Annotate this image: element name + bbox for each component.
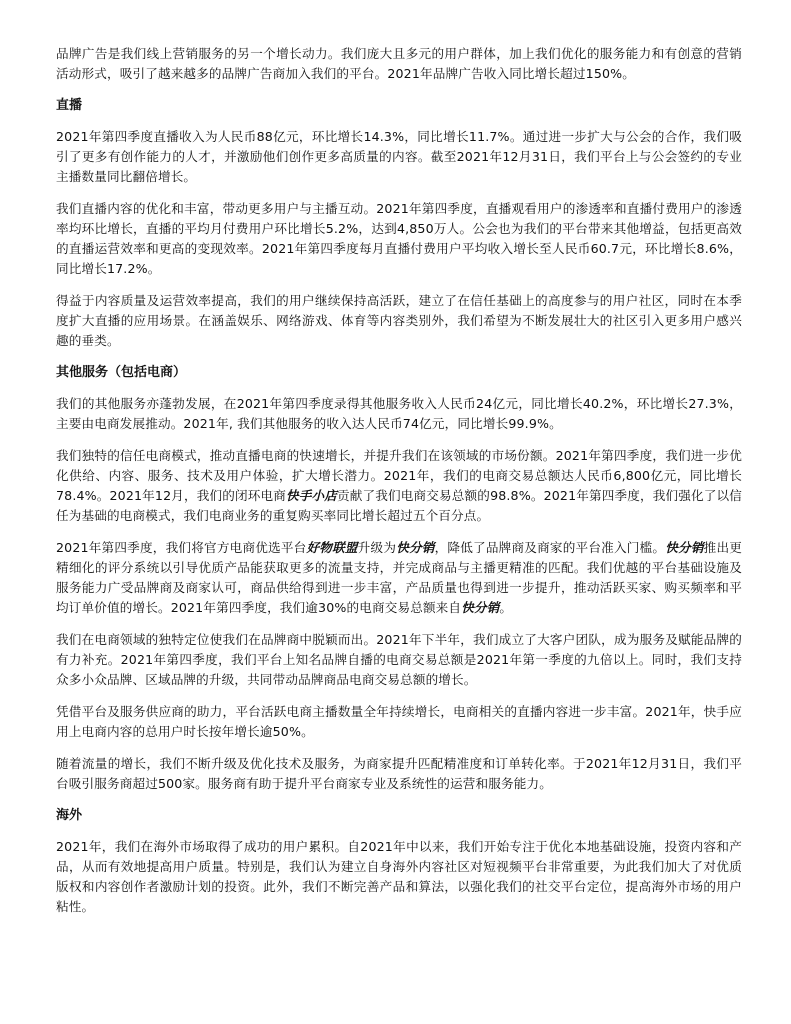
text-run: 升级为 xyxy=(357,540,397,555)
text-run: 2021年第四季度直播收入为人民币88亿元，环比增长14.3%，同比增长11.7%。通过进一步扩大与公会的合作，我们吸引了更多有创作能力的人才，并激励他们创作更多高质量的内容。截至2021年12月31日，我们平台上与公会签约的专业主播数量同比翻倍增长。 xyxy=(56,129,742,184)
text-run: 随着流量的增长，我们不断升级及优化技术及服务，为商家提升匹配精准度和订单转化率。于2021年12月31日，我们平台吸引服务商超过500家。服务商有助于提升平台商家专业及系统性的运营和服务能力。 xyxy=(56,756,742,791)
paragraph xyxy=(56,702,742,742)
emphasized-term: 快手小店 xyxy=(286,488,338,503)
text-run: 我们直播内容的优化和丰富，带动更多用户与主播互动。2021年第四季度，直播观看用户的渗透率和直播付费用户的渗透率均环比增长，直播的平均月付费用户环比增长5.2%，达到4,850万人。公会也为我们的平台带来其他增益，包括更高效的直播运营效率和更高的变现效率。2021年第四季度每月直播付费用户平均收入增长至人民币60.7元，环比增长8.6%，同比增长17.2%。 xyxy=(56,201,742,276)
text-run: 凭借平台及服务供应商的助力，平台活跃电商主播数量全年持续增长，电商相关的直播内容进一步丰富。2021年，快手应用上电商内容的总用户时长按年增长逾50%。 xyxy=(56,704,742,739)
text-run: 贡献了我们电商交易总额的98.8%。2021年第四季度，我们强化了以信任为基础的电商模式，我们电商业务的重复购买率同比增长超过五个百分点。 xyxy=(56,488,742,523)
emphasized-term: 快分销 xyxy=(665,540,704,555)
text-run: 我们独特的信任电商模式，推动直播电商的快速增长，并提升我们在该领域的市场份额。2021年第四季度，我们进一步优化供给、内容、服务、技术及用户体验，扩大增长潜力。2021年，我们的电商交易总额达人民币6,800亿元，同比增长78.4%。2021年12月，我们的闭环电商 xyxy=(56,448,742,503)
paragraph xyxy=(56,754,742,794)
text-run: 我们的其他服务亦蓬勃发展，在2021年第四季度录得其他服务收入人民币24亿元，同比增长40.2%，环比增长27.3%，主要由电商发展推动。2021年, 我们其他服务的收入达人民币74亿元，同比增长99.9%。 xyxy=(56,396,742,431)
text-run: 品牌广告是我们线上营销服务的另一个增长动力。我们庞大且多元的用户群体，加上我们优化的服务能力和有创意的营销活动形式，吸引了越来越多的品牌广告商加入我们的平台。2021年品牌广告收入同比增长超过150%。 xyxy=(56,46,742,81)
section-heading: 其他服务（包括电商） xyxy=(56,365,187,380)
paragraph xyxy=(56,394,742,434)
section-heading: 海外 xyxy=(56,808,83,823)
paragraph xyxy=(56,291,742,351)
text-run: 2021年第四季度，我们将官方电商优选平台 xyxy=(56,540,307,555)
text-run: 得益于内容质量及运营效率提高，我们的用户继续保持高活跃，建立了在信任基础上的高度参与的用户社区，同时在本季度扩大直播的应用场景。在涵盖娱乐、网络游戏、体育等内容类别外，我们希望为不断发展壮大的社区引入更多用户感兴趣的垂类。 xyxy=(56,293,742,348)
text-run: 我们在电商领域的独特定位使我们在品牌商中脱颖而出。2021年下半年，我们成立了大客户团队，成为服务及赋能品牌的有力补充。2021年第四季度，我们平台上知名品牌自播的电商交易总额是2021年第一季度的九倍以上。同时，我们支持众多小众品牌、区域品牌的升级，共同带动品牌商品电商交易总额的增长。 xyxy=(56,632,742,687)
document-body xyxy=(56,44,742,929)
paragraph xyxy=(56,538,742,618)
paragraph xyxy=(56,630,742,690)
emphasized-term: 快分销 xyxy=(461,600,500,615)
paragraph xyxy=(56,446,742,526)
section-heading: 直播 xyxy=(56,98,83,113)
text-run: 推出更精细化的评分系统以引导优质产品能获取更多的流量支持，并完成商品与主播更精准的匹配。我们优越的平台基础设施及服务能力广受品牌商及商家认可，商品供给得到进一步丰富，产品质量也得到进一步提升，推动活跃买家、购买频率和平均订单价值的增长。2021年第四季度，我们逾30%的电商交易总额来自 xyxy=(56,540,743,615)
paragraph xyxy=(56,837,742,917)
text-run: 2021年，我们在海外市场取得了成功的用户累积。自2021年中以来，我们开始专注于优化本地基础设施，投资内容和产品，从而有效地提高用户质量。特别是，我们认为建立自身海外内容社区对短视频平台非常重要，为此我们加大了对优质版权和内容创作者激励计划的投资。此外，我们不断完善产品和算法，以强化我们的社交平台定位，提高海外市场的用户粘性。 xyxy=(56,839,742,914)
text-run: ，降低了品牌商及商家的平台准入门槛。 xyxy=(434,540,666,555)
text-run: 。 xyxy=(499,600,513,615)
paragraph xyxy=(56,127,742,187)
emphasized-term: 好物联盟 xyxy=(306,540,358,555)
paragraph xyxy=(56,199,742,279)
paragraph xyxy=(56,44,742,84)
emphasized-term: 快分销 xyxy=(396,540,435,555)
